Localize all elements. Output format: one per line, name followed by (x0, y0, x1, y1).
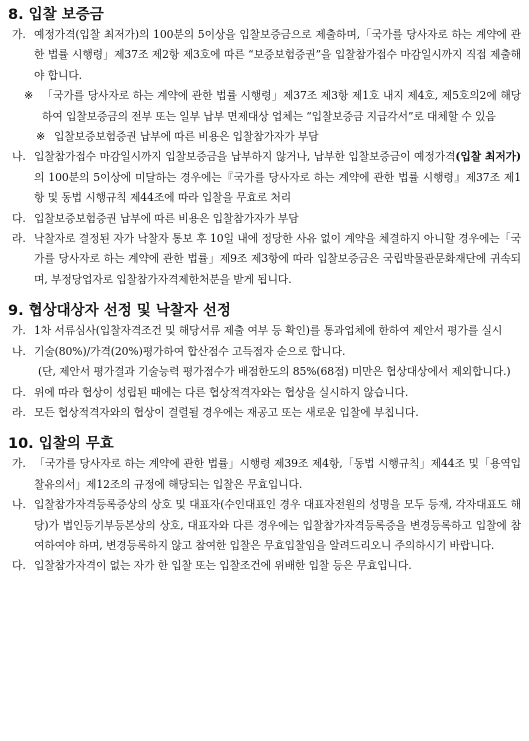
item-text: 1차 서류심사(입찰자격조건 및 해당서류 제출 여부 등 확인)를 통과업체에 한하여 제안서 평가를 실시 (34, 324, 503, 338)
item-text: 입찰보증보험증권 납부에 따른 비용은 입찰참가자가 부담 (34, 211, 299, 225)
list-item (8, 147, 521, 208)
item-marker: 가. (12, 324, 26, 338)
list-item (8, 383, 521, 403)
item-marker: 가. (12, 457, 26, 471)
note-item (8, 127, 521, 147)
item-text: 낙찰자로 결정된 자가 낙찰자 통보 후 10일 내에 정당한 사유 없이 계약을 체결하지 아니할 경우에는「국가를 당사자로 하는 계약에 관한 법률」제9조 제3항에 따라 입찰보증금은 국립박물관문화재단에 귀속되며, 부정당업자로 입찰참가자격제한처분을 받게 됩니다. (34, 232, 521, 286)
item-marker: 라. (12, 232, 26, 246)
item-marker: 라. (12, 405, 26, 419)
item-text-part: 의 100분의 5이상에 미달하는 경우에는『국가를 당사자로 하는 계약에 관한 법률 시행령』제37조 제1항 및 동법 시행규칙 제44조에 따라 입찰을 무효로 처리 (34, 170, 521, 205)
item-marker: 다. (12, 211, 26, 225)
list-item (8, 556, 521, 576)
item-text: 위에 따라 협상이 성립된 때에는 다른 협상적격자와는 협상을 실시하지 않습니다. (34, 385, 409, 399)
section-title: 8. 입찰 보증금 (8, 7, 104, 23)
list-item-note (8, 362, 521, 382)
item-text: 입찰참가자격등록증상의 상호 및 대표자(수인대표인 경우 대표자전원의 성명을 모두 등재, 각자대표도 해당)가 법인등기부등본상의 상호, 대표자와 다른 경우에는 입찰참가자격등록증을 변경등록하고 입찰에 참여하여야 하며, 변경등록하지 않고 참여한 입찰은 무효입찰임을 알려드리오니 주의하시기 바랍니다. (34, 498, 521, 552)
section-bid-deposit (8, 6, 521, 290)
list-item (8, 403, 521, 423)
note-text: 입찰보증보험증권 납부에 따른 비용은 입찰참가자가 부담 (54, 130, 319, 144)
item-text: 모든 협상적격자와의 협상이 결렬될 경우에는 재공고 또는 새로운 입찰에 부칩니다. (34, 405, 419, 419)
item-marker: 다. (12, 559, 26, 573)
item-text: 「국가를 당사자로 하는 계약에 관한 법률」시행령 제39조 제4항,「동법 시행규칙」제44조 및「용역입찰유의서」제12조의 규정에 해당되는 입찰은 무효입니다. (34, 457, 521, 491)
item-text: 예정가격(입찰 최저가)의 100분의 5이상을 입찰보증금으로 제출하며,「국가를 당사자로 하는 계약에 관한 법률 시행령」제37조 제2항 제3호에 따른 “보증보험증권”을 입찰참가접수 마감일시까지 직접 제출해야 합니다. (34, 28, 521, 82)
item-marker: 나. (12, 344, 26, 358)
item-text: 기술(80%)/가격(20%)평가하여 합산점수 고득점자 순으로 합니다. (34, 344, 346, 358)
section-bid-invalidity (8, 435, 521, 576)
item-text (34, 147, 521, 208)
item-marker: 가. (12, 28, 26, 41)
section-title: 10. 입찰의 무효 (8, 436, 114, 453)
item-marker: 나. (12, 498, 26, 512)
section-title: 9. 협상대상자 선정 및 낙찰자 선정 (8, 303, 231, 320)
item-text-part: 입찰참가접수 마감일시까지 입찰보증금을 납부하지 않거나, 납부한 입찰보증금이 예정가격 (34, 150, 456, 164)
item-text-emphasis: (입찰 최저가) (455, 150, 521, 164)
list-item (8, 209, 521, 229)
list-item (8, 342, 521, 362)
list-item (8, 454, 521, 495)
item-text: (단, 제안서 평가결과 기술능력 평가점수가 배점한도의 85%(68점) 미만은 협상대상에서 제외합니다.) (38, 365, 511, 379)
list-item (8, 25, 521, 86)
note-marker: ※ (24, 89, 33, 103)
section-negotiation-selection (8, 302, 521, 423)
item-marker: 나. (12, 150, 26, 164)
list-item (8, 495, 521, 556)
note-marker: ※ (36, 130, 45, 144)
list-item (8, 321, 521, 341)
note-item (8, 86, 521, 127)
note-text: 「국가를 당사자로 하는 계약에 관한 법률 시행령」제37조 제3항 제1호 내지 제4호, 제5호의2에 해당하여 입찰보증금의 전부 또는 일부 납부 면제대상 업체는 “입찰보증금 지급각서”로 대체할 수 있음 (42, 89, 521, 123)
list-item (8, 229, 521, 290)
item-marker: 다. (12, 385, 26, 399)
item-text: 입찰참가자격이 없는 자가 한 입찰 또는 입찰조건에 위배한 입찰 등은 무효입니다. (34, 559, 412, 573)
